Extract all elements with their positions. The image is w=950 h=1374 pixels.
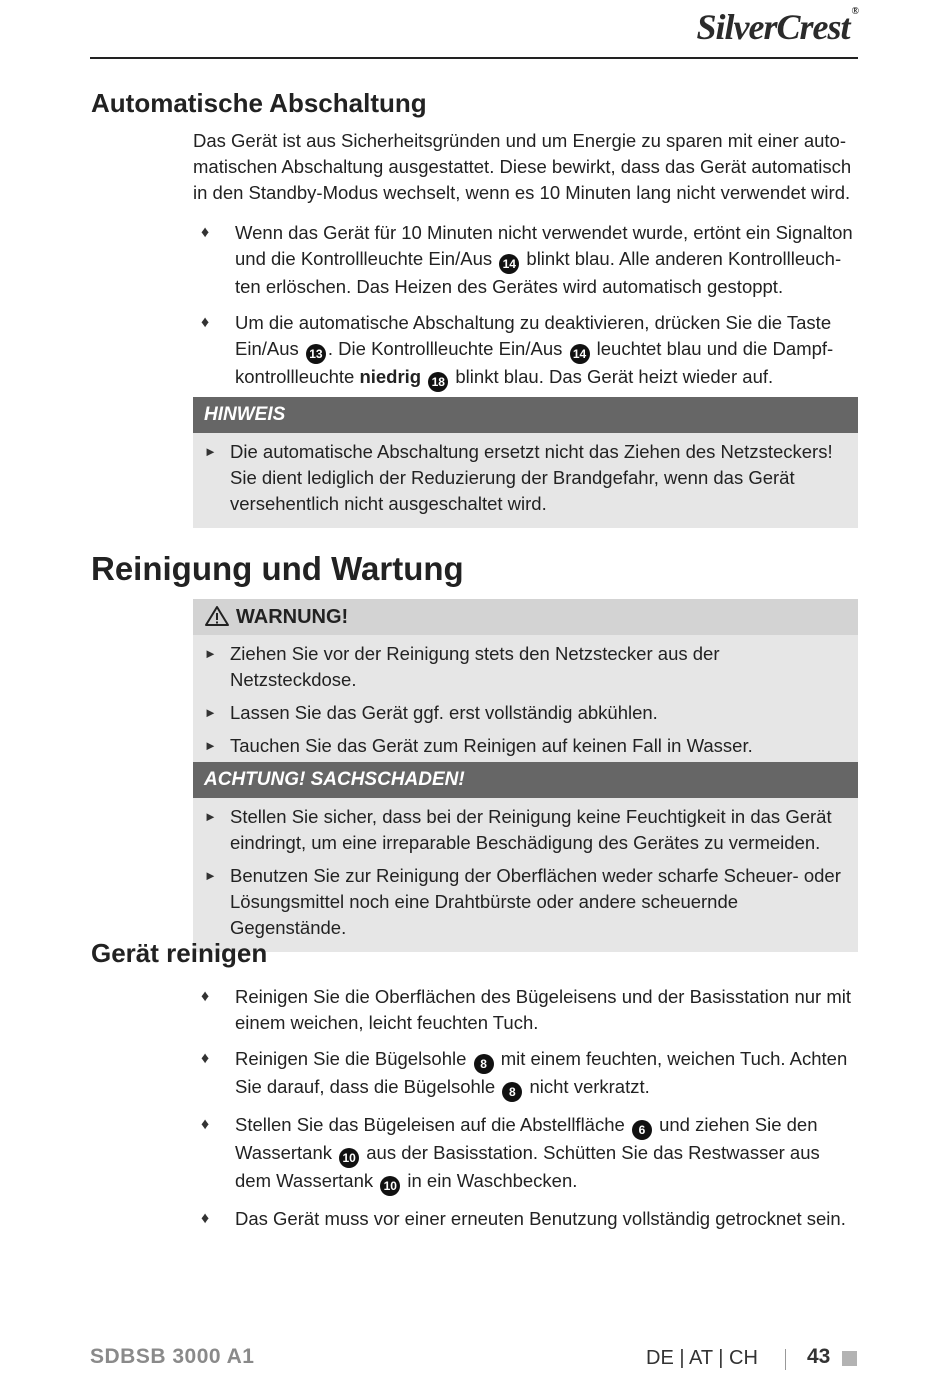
reference-number-badge: 14 xyxy=(570,344,590,364)
warning-triangle-icon xyxy=(204,605,230,627)
intro-line: matischen Abschaltung ausgestattet. Diese bewirkt, dass das Gerät automatisch xyxy=(193,156,852,177)
intro-line: Das Gerät ist aus Sicherheitsgründen und um Energie zu sparen mit einer auto- xyxy=(193,130,846,151)
arrow-bullet-icon: ► xyxy=(204,868,217,883)
list-item: ♦ Um die automatische Abschaltung zu deaktivieren, drücken Sie die Taste Ein/Aus 13 . Die Kontrollleuchte Ein/Aus 14 leuchtet blau und die Dampf-kontrollleuchte niedrig 18 blinkt blau. Das Gerät heizt wieder auf. xyxy=(193,310,858,392)
reference-number-badge: 10 xyxy=(380,1176,400,1196)
reference-number-badge: 10 xyxy=(339,1148,359,1168)
heading-automatische-abschaltung: Automatische Abschaltung xyxy=(91,88,427,118)
list-item: ► Benutzen Sie zur Reinigung der Oberflächen weder scharfe Scheuer- oder Lösungsmittel noch eine Drahtbürste oder andere scheuernde Gegenstände. xyxy=(204,865,841,938)
diamond-bullet-icon: ♦ xyxy=(201,988,210,1005)
brand-logo: SilverCrest ® xyxy=(696,6,858,47)
warning-title: WARNUNG! xyxy=(193,599,858,635)
arrow-bullet-icon: ► xyxy=(204,646,217,661)
arrow-bullet-icon: ► xyxy=(204,809,217,824)
list-item: ► Stellen Sie sicher, dass bei der Reinigung keine Feuchtigkeit in das Gerät eindringt, um eine irreparable Beschädigung des Gerätes zu vermeiden. xyxy=(204,806,832,853)
intro-paragraph xyxy=(193,128,863,206)
reference-number-badge: 14 xyxy=(499,254,519,274)
page-square-icon xyxy=(842,1351,857,1366)
note-title: HINWEIS xyxy=(193,397,858,433)
caution-box xyxy=(193,762,858,952)
diamond-bullet-icon: ♦ xyxy=(201,1116,210,1133)
device-bullet-list xyxy=(193,984,858,1242)
arrow-bullet-icon: ► xyxy=(204,705,217,720)
reference-number-badge: 6 xyxy=(632,1120,652,1140)
reference-number-badge: 8 xyxy=(502,1082,522,1102)
heading-geraet-reinigen: Gerät reinigen xyxy=(91,938,268,968)
list-item: ♦ Wenn das Gerät für 10 Minuten nicht verwendet wurde, ertönt ein Signalton und die Kontrollleuchte Ein/Aus 14 blinkt blau. Alle anderen Kontrollleuch-ten erlöschen. Das Heizen des Gerätes wird automatisch gestoppt. xyxy=(201,222,853,297)
arrow-bullet-icon: ► xyxy=(204,738,217,753)
list-item: ♦ Stellen Sie das Bügeleisen auf die Abstellfläche 6 und ziehen Sie den Wassertank 10 aus der Basisstation. Schütten Sie das Restwasser aus dem Wassertank 10 in ein Waschbecken. xyxy=(193,1112,858,1196)
note-box xyxy=(193,397,858,528)
diamond-bullet-icon: ♦ xyxy=(201,1210,210,1227)
page-number: 43 xyxy=(807,1345,831,1368)
warning-box xyxy=(193,599,858,770)
diamond-bullet-icon: ♦ xyxy=(201,314,210,331)
footer-languages: DE | AT | CH xyxy=(646,1347,758,1369)
list-item: ► Ziehen Sie vor der Reinigung stets den Netzstecker aus der Netzsteckdose. xyxy=(204,643,720,690)
diamond-bullet-icon: ♦ xyxy=(201,224,210,241)
header-rule xyxy=(90,57,858,59)
diamond-bullet-icon: ♦ xyxy=(201,1050,210,1067)
list-item: ► Tauchen Sie das Gerät zum Reinigen auf keinen Fall in Wasser. xyxy=(193,733,850,759)
arrow-bullet-icon: ► xyxy=(204,444,217,459)
list-item: ♦ Das Gerät muss vor einer erneuten Benutzung vollständig getrocknet sein. xyxy=(193,1206,858,1232)
footer-model-number: SDBSB 3000 A1 xyxy=(90,1345,255,1368)
auto-bullet-list xyxy=(193,220,858,402)
footer-divider xyxy=(785,1349,786,1370)
heading-reinigung-und-wartung: Reinigung und Wartung xyxy=(91,550,464,587)
intro-line: in den Standby-Modus wechselt, wenn es 10 Minuten lang nicht verwendet wird. xyxy=(193,182,851,203)
reference-number-badge: 8 xyxy=(474,1054,494,1074)
reference-number-badge: 18 xyxy=(428,372,448,392)
reference-number-badge: 13 xyxy=(306,344,326,364)
list-item: ► Lassen Sie das Gerät ggf. erst vollständig abkühlen. xyxy=(193,700,850,726)
caution-title: ACHTUNG! SACHSCHADEN! xyxy=(193,762,858,798)
list-item: ► Die automatische Abschaltung ersetzt nicht das Ziehen des Netzsteckers! Sie dient lediglich der Reduzierung der Brandgefahr, wenn das Gerät versehentlich nicht ausgeschaltet wird. xyxy=(204,441,833,514)
list-item: ♦ Reinigen Sie die Oberflächen des Bügeleisens und der Basisstation nur mit einem weichen, leicht feuchten Tuch. xyxy=(201,986,852,1033)
list-item: ♦ Reinigen Sie die Bügelsohle 8 mit einem feuchten, weichen Tuch. Achten Sie darauf, dass die Bügelsohle 8 nicht verkratzt. xyxy=(193,1046,858,1102)
